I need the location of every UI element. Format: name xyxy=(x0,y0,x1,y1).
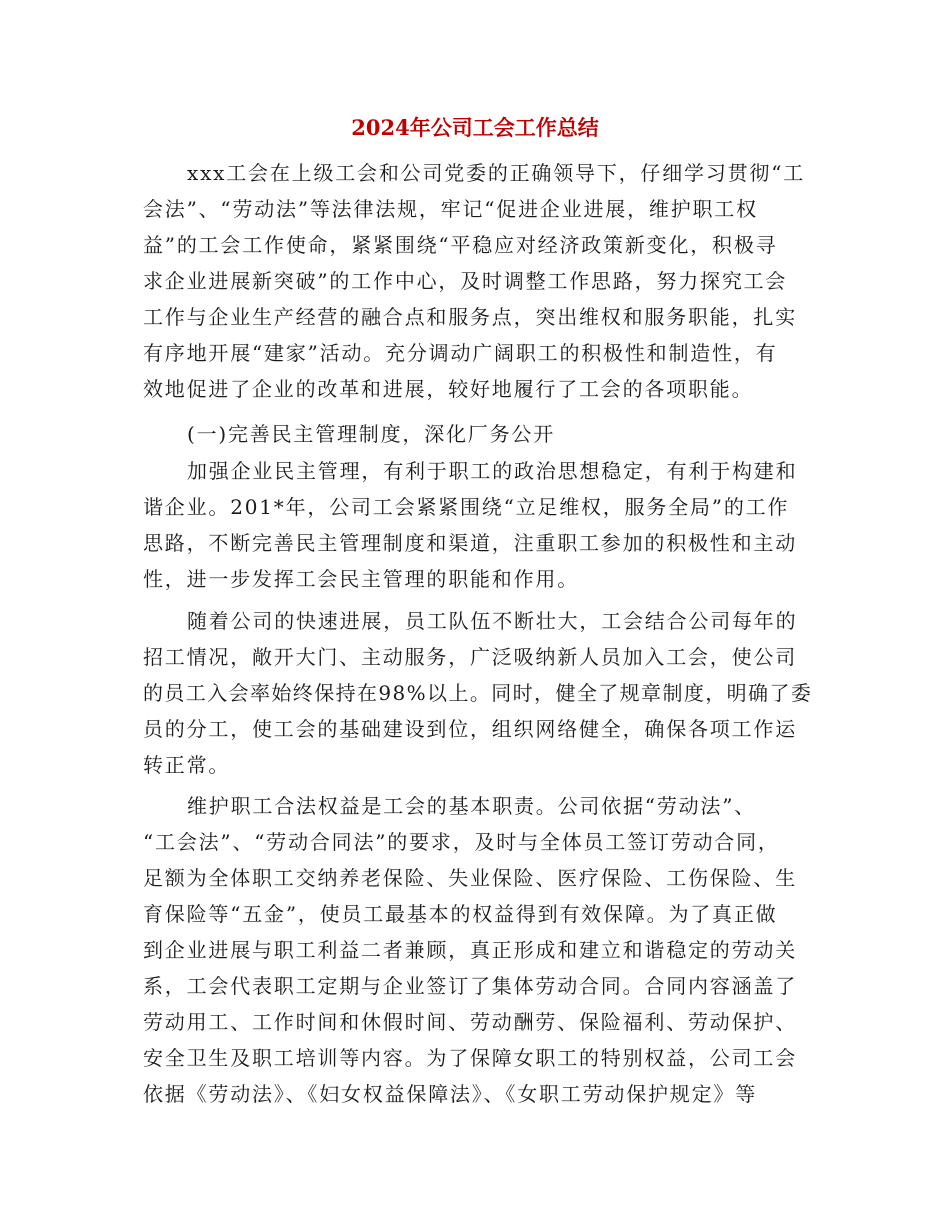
paragraph-line: 系，工会代表职工定期与企业签订了集体劳动合同。合同内容涵盖了 xyxy=(143,974,797,998)
paragraph-line: 育保险等“五金”，使员工最基本的权益得到有效保障。为了真正做 xyxy=(143,902,778,926)
paragraph-line: 员的分工，使工会的基础建设到位，组织网络健全，确保各项工作运 xyxy=(143,717,797,741)
paragraph-line: 思路，不断完善民主管理制度和渠道，注重职工参加的积极性和主动 xyxy=(143,531,797,555)
paragraph-line: 劳动用工、工作时间和休假时间、劳动酬劳、保险福利、劳动保护、 xyxy=(143,1010,797,1034)
paragraph-line: 加强企业民主管理，有利于职工的政治思想稳定，有利于构建和 xyxy=(187,459,798,483)
document-title: 2024年公司工会工作总结 xyxy=(351,115,599,140)
paragraph-line: 依据《劳动法》、《妇女权益保障法》、《女职工劳动保护规定》等 xyxy=(143,1082,757,1106)
paragraph-line: 谐企业。201*年，公司工会紧紧围绕“立足维权，服务全局”的工作 xyxy=(143,495,790,519)
paragraph-line: xxx工会在上级工会和公司党委的正确领导下，仔细学习贯彻“工 xyxy=(187,161,806,185)
paragraph-line: 求企业进展新突破”的工作中心，及时调整工作思路，努力探究工会 xyxy=(143,269,788,293)
paragraph-line: 工作与企业生产经营的融合点和服务点，突出维权和服务职能，扎实 xyxy=(143,305,797,329)
paragraph-line: 的员工入会率始终保持在98%以上。同时，健全了规章制度，明确了委 xyxy=(143,681,813,705)
paragraph-line: 转正常。 xyxy=(143,753,231,777)
paragraph-line: 效地促进了企业的改革和进展，较好地履行了工会的各项职能。 xyxy=(143,377,754,401)
paragraph-line: 性，进一步发挥工会民主管理的职能和作用。 xyxy=(143,567,579,591)
paragraph-line: 足额为全体职工交纳养老保险、失业保险、医疗保险、工伤保险、生 xyxy=(143,866,797,890)
paragraph-line: 安全卫生及职工培训等内容。为了保障女职工的特别权益，公司工会 xyxy=(143,1046,797,1070)
paragraph-line: 到企业进展与职工利益二者兼顾，真正形成和建立和谐稳定的劳动关 xyxy=(143,938,797,962)
paragraph-line: 招工情况，敞开大门、主动服务，广泛吸纳新人员加入工会，使公司 xyxy=(143,645,797,669)
paragraph-line: 维护职工合法权益是工会的基本职责。公司依据“劳动法”、 xyxy=(187,794,757,818)
paragraph-line: 随着公司的快速进展，员工队伍不断壮大，工会结合公司每年的 xyxy=(187,609,798,633)
paragraph-line: 会法”、“劳动法”等法律法规，牢记“促进企业进展，维护职工权 xyxy=(143,197,758,221)
paragraph-line: 益”的工会工作使命，紧紧围绕“平稳应对经济政策新变化，积极寻 xyxy=(143,233,778,257)
section-heading: (一)完善民主管理制度，深化厂务公开 xyxy=(187,422,556,446)
paragraph-line: 有序地开展“建家”活动。充分调动广阔职工的积极性和制造性，有 xyxy=(143,341,778,365)
paragraph-line: “工会法”、“劳动合同法”的要求，及时与全体员工签订劳动合同， xyxy=(143,830,780,854)
